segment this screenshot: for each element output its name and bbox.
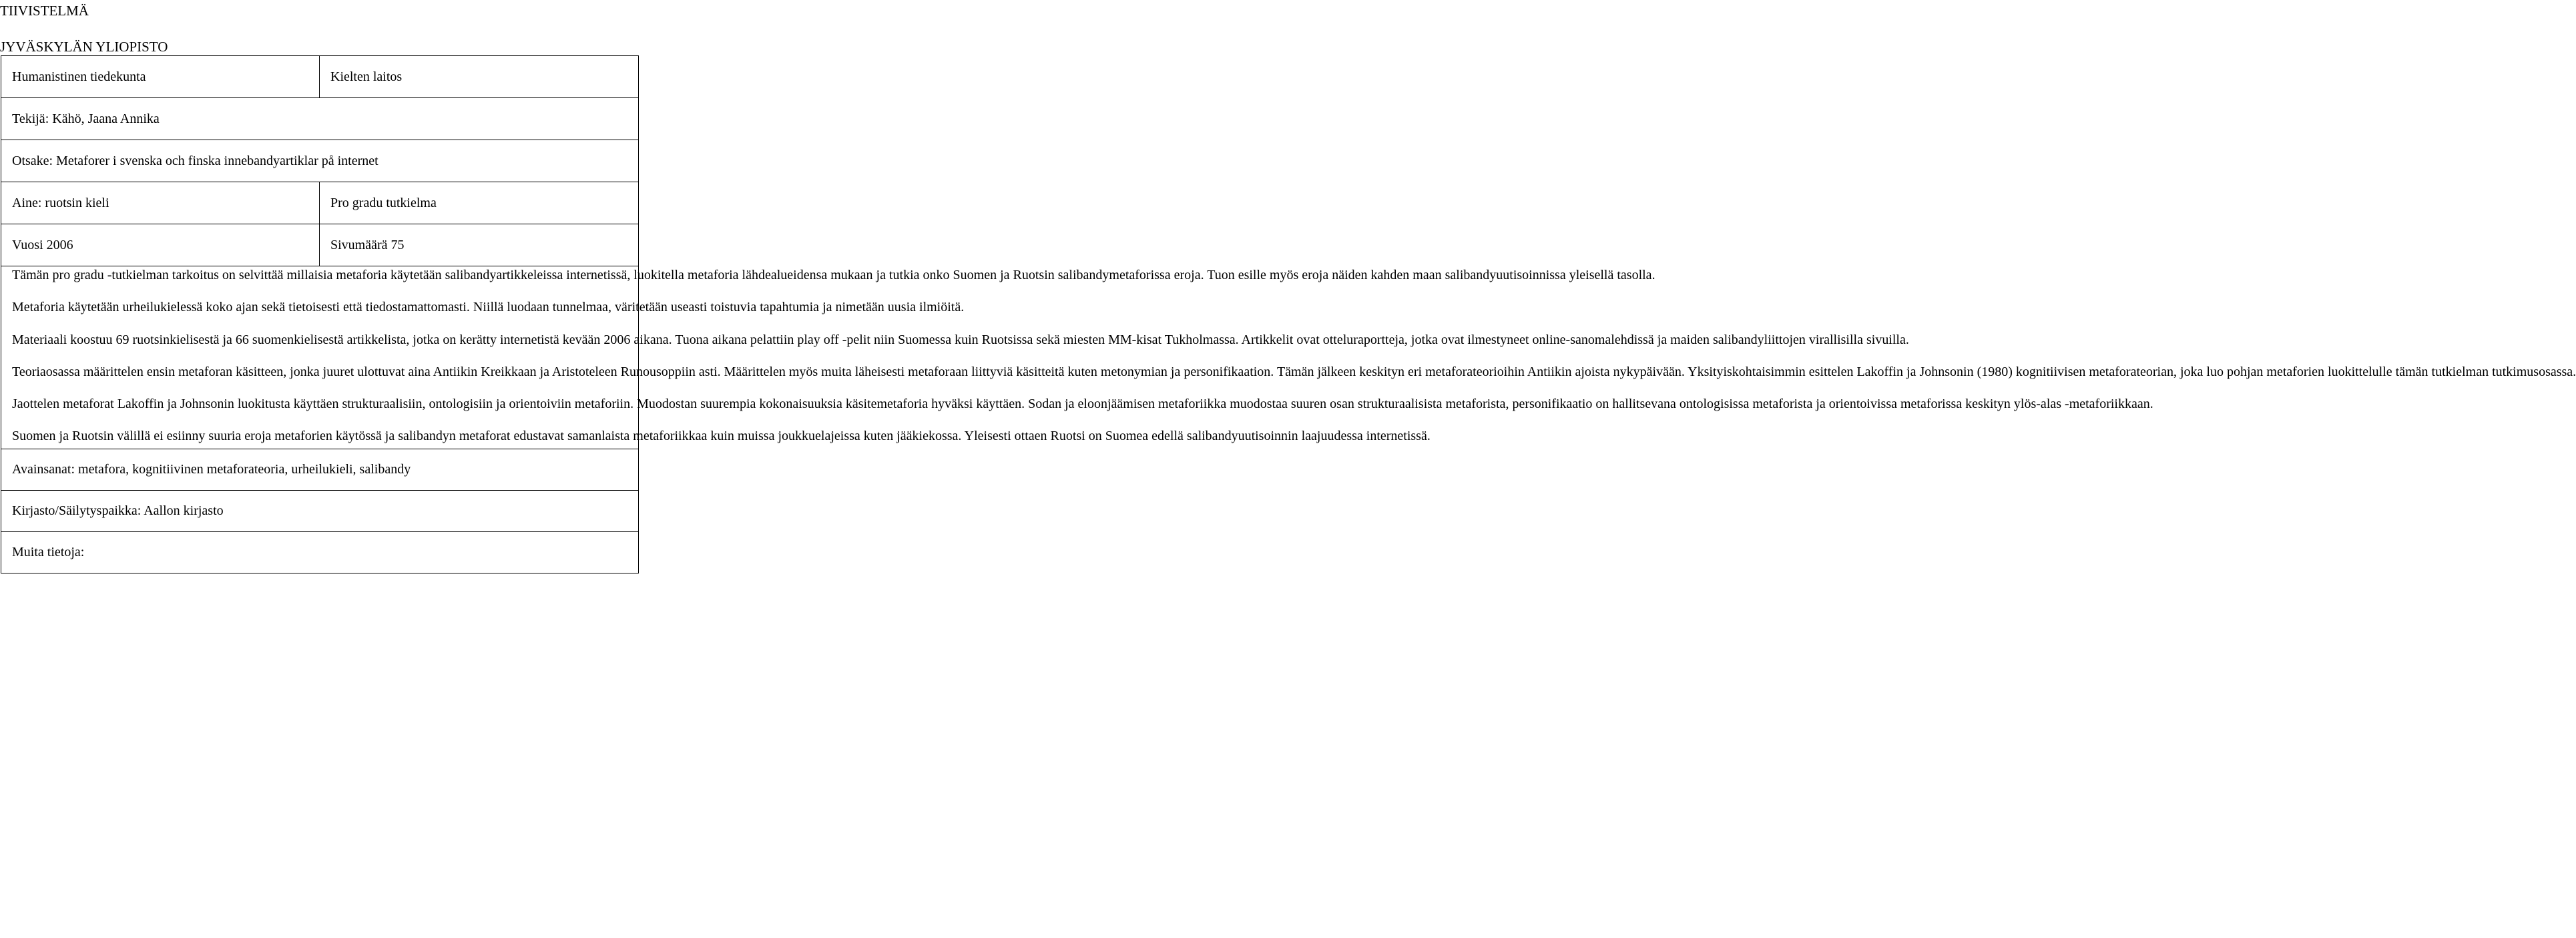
author-cell: Tekijä: Kähö, Jaana Annika xyxy=(1,98,639,140)
subject-cell: Aine: ruotsin kieli xyxy=(1,182,320,224)
title-row xyxy=(1,140,639,182)
work-type-cell: Pro gradu tutkielma xyxy=(320,182,639,224)
year-cell: Vuosi 2006 xyxy=(1,224,320,266)
document-title: TIIVISTELMÄ xyxy=(0,3,89,19)
other-info-row xyxy=(1,531,639,573)
keywords-cell: Avainsanat: metafora, kognitiivinen metaforateoria, urheilukieli, salibandy xyxy=(1,449,639,490)
faculty-row xyxy=(1,56,639,98)
department-cell: Kielten laitos xyxy=(320,56,639,98)
abstract-paragraph: Suomen ja Ruotsin välillä ei esiinny suuria eroja metaforien käytössä ja salibandyn metaforat edustavat samanlaista metaforiikkaa kuin muissa joukkuelajeissa kuten jääkiekossa. Yleisesti ottaen Ruotsi on Suomea edellä salibandyuutisoinnin laajuudessa internetissä. xyxy=(12,429,1431,444)
abstract-paragraph: Tämän pro gradu -tutkielman tarkoitus on selvittää millaisia metaforia käytetään salibandyartikkeleissa internetissä, luokitella metaforia lähdealueidensa mukaan ja tutkia onko Suomen ja Ruotsin salibandymetaforissa eroja. Tuon esille myös eroja näiden kahden maan salibandyuutisoinnissa yleisellä tasolla. xyxy=(12,268,1655,282)
keywords-row xyxy=(1,449,639,490)
other-info-cell: Muita tietoja: xyxy=(1,531,639,573)
thesis-title-cell: Otsake: Metaforer i svenska och finska innebandyartiklar på internet xyxy=(1,140,639,182)
abstract-form-table xyxy=(1,55,2576,573)
year-row xyxy=(1,224,639,266)
page-count-cell: Sivumäärä 75 xyxy=(320,224,639,266)
abstract-row xyxy=(1,266,639,449)
university-name: JYVÄSKYLÄN YLIOPISTO xyxy=(0,39,168,55)
subject-row xyxy=(1,182,639,224)
abstract-paragraph: Metaforia käytetään urheilukielessä koko ajan sekä tietoisesti että tiedostamattomasti. Niillä luodaan tunnelmaa, väritetään useasti toistuvia tapahtumia ja nimetään uusia ilmiöitä. xyxy=(12,300,965,315)
abstract-paragraph: Materiaali koostuu 69 ruotsinkielisestä ja 66 suomenkielisestä artikkelista, jotka on kerätty internetistä kevään 2006 aikana. Tuona aikana pelattiin play off -pelit niin Suomessa kuin Ruotsissa sekä miesten MM-kisat Tukholmassa. Artikkelit ovat otteluraportteja, jotka ovat ilmestyneet online-sanomalehdissä ja maiden salibandyliittojen virallisilla sivuilla. xyxy=(12,332,1909,347)
abstract-paragraph: Teoriaosassa määrittelen ensin metaforan käsitteen, jonka juuret ulottuvat aina Antiikin Kreikkaan ja Aristoteleen Runousoppiin asti. Määrittelen myös muita läheisesti metaforaan liittyviä käsitteitä kuten metonymian ja personifikaation. Tämän jälkeen keskityn eri metaforateorioihin Antiikin ajoista nykypäivään. Yksityiskohtaisimmin esittelen Lakoffin ja Johnsonin (1980) kognitiivisen metaforateorian, joka luo pohjan metaforien luokittelulle tämän tutkielman tutkimusosassa. xyxy=(12,364,2576,379)
author-row xyxy=(1,98,639,140)
abstract-cell xyxy=(1,266,2576,449)
abstract-paragraph: Jaottelen metaforat Lakoffin ja Johnsonin luokitusta käyttäen strukturaalisiin, ontologisiin ja orientoiviin metaforiin. Muodostan suurempia kokonaisuuksia käsitemetaforia hyväksi käyttäen. Sodan ja eloonjäämisen metaforiikka muodostaa suuren osan strukturaalisista metaforista, personifikaatio on hallitsevana ontologisissa metaforista ja orientoivissa metaforissa keskityn ylös-alas -metaforiikkaan. xyxy=(12,397,2153,412)
faculty-cell: Humanistinen tiedekunta xyxy=(1,56,320,98)
library-row xyxy=(1,490,639,531)
library-cell: Kirjasto/Säilytyspaikka: Aallon kirjasto xyxy=(1,490,639,531)
